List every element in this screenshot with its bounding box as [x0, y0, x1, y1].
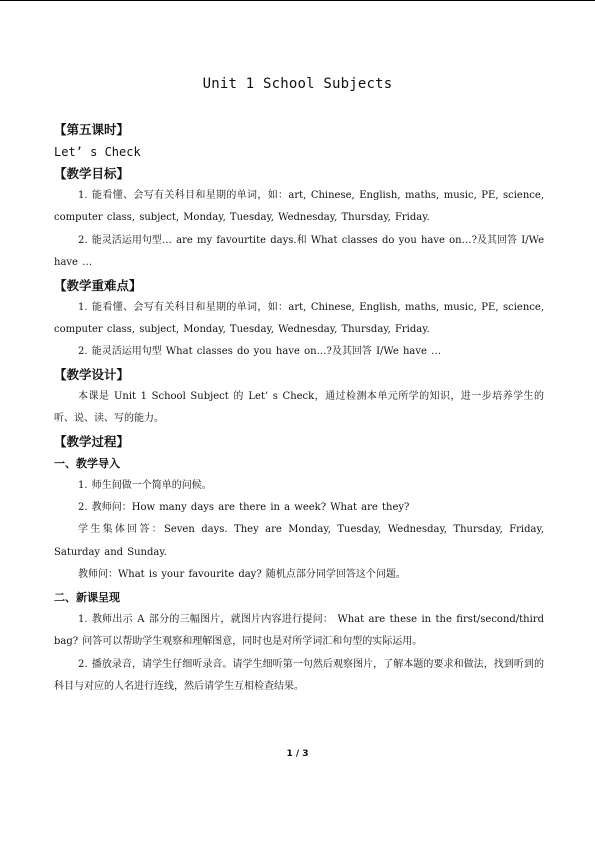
section-1-item-1: 1. 师生间做一个简单的问候。	[78, 479, 212, 491]
section-1-item-4: 教师问：What is your favourite day? 随机点部分同学回答这个问题。	[78, 569, 406, 581]
document-body	[54, 119, 544, 698]
lets-check-heading: Let’ s Check	[54, 145, 141, 159]
key-points-item-1: 1. 能看懂、会写有关科目和星期的单词，如：art, Chinese, English, maths, music, PE, science, computer class, subject, Monday, Tuesday, Wednesday, Thursday, Friday.	[54, 301, 544, 336]
goals-item-1: 1. 能看懂、会写有关科目和星期的单词，如：art, Chinese, English, maths, music, PE, science, computer class, subject, Monday, Tuesday, Wednesday, Thursday, Friday.	[54, 190, 544, 224]
goals-heading: 【教学目标】	[54, 166, 130, 181]
section-2-heading: 二、新课呈现	[54, 590, 120, 604]
section-1-item-3: 学生集体回答：Seven days. They are Monday, Tuesday, Wednesday, Thursday, Friday, Saturday and Sunday.	[54, 524, 544, 558]
section-1-item-2: 2. 教师问：How many days are there in a week? What are they?	[78, 502, 410, 514]
key-points-heading: 【教学重难点】	[54, 277, 142, 293]
section-2-item-2: 2. 播放录音，请学生仔细听录音。请学生细听第一句然后观察图片，了解本题的要求和做法，找到听到的科目与对应的人名进行连线，然后请学生互相检查结果。	[54, 658, 544, 692]
section-2-item-1: 1. 教师出示 A 部分的三幅图片，就图片内容进行提问： What are these in the first/second/third bag? 问答可以帮助学生观察和理解图意，同时也是对所学词汇和句型的实际运用。	[54, 613, 544, 648]
goals-item-2: 2. 能灵活运用句型… are my favourtite days.和 What classes do you have on…?及其回答 I/We have …	[54, 234, 544, 269]
design-heading: 【教学设计】	[54, 366, 130, 382]
lesson-label: 【第五课时】	[54, 122, 130, 137]
section-1-heading: 一、教学导入	[54, 456, 120, 470]
process-heading: 【教学过程】	[54, 433, 130, 449]
design-text: 本课是 Unit 1 School Subject 的 Let’ s Check，通过检测本单元所学的知识，进一步培养学生的听、说、读、写的能力。	[54, 390, 544, 425]
document-title: Unit 1 School Subjects	[202, 76, 393, 92]
page-number: 1 / 3	[286, 749, 309, 759]
top-border-line	[0, 0, 595, 1]
key-points-item-2: 2. 能灵活运用句型 What classes do you have on…?及其回答 I/We have …	[78, 346, 442, 358]
